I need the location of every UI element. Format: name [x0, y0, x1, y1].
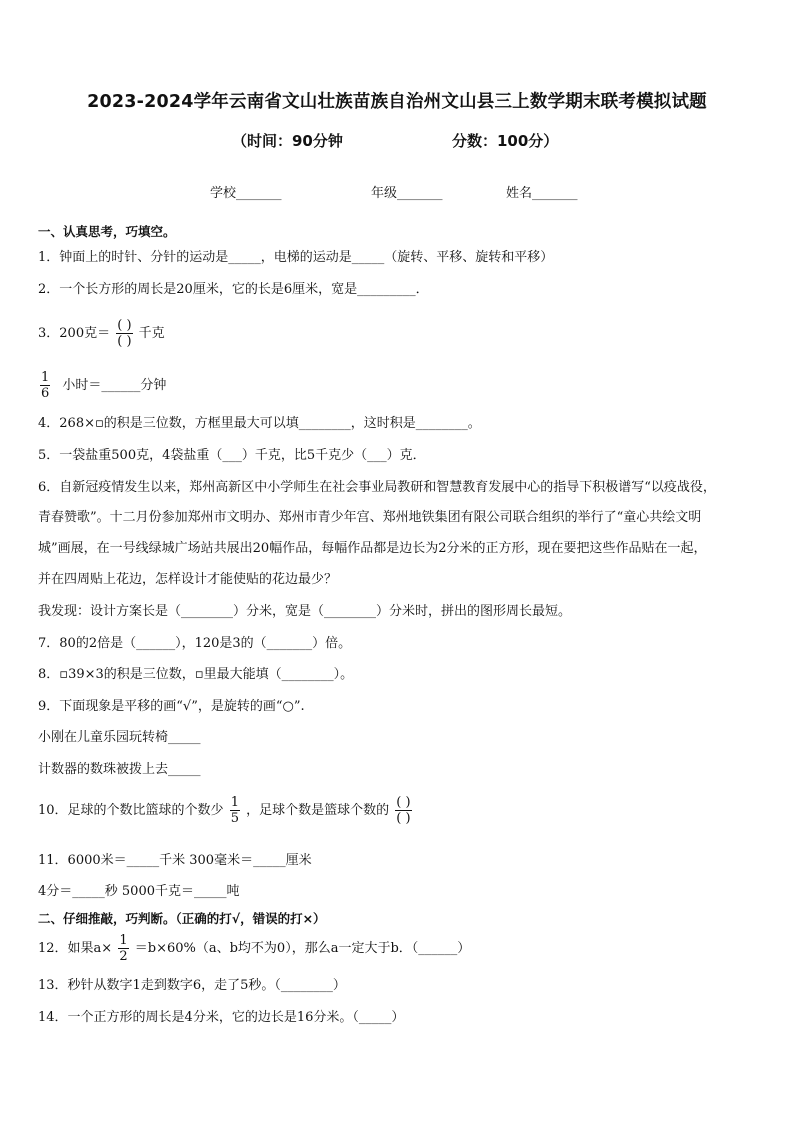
question-7: 7．80的2倍是（______），120是3的（_______）倍。 — [38, 636, 352, 651]
question-9-line-3: 计数器的数珠被拨上去_____ — [38, 762, 201, 777]
question-10-fraction-2 — [395, 795, 411, 826]
exam-score: 分数：100分） — [452, 132, 559, 150]
question-9-line-1: 9．下面现象是平移的画“√”，是旋转的画“○”. — [38, 699, 305, 714]
page-title: 2023-2024学年云南省文山壮族苗族自治州文山县三上数学期末联考模拟试题 — [87, 92, 707, 112]
question-3-fraction — [116, 318, 132, 349]
question-6-line-1: 6．自新冠疫情发生以来，郑州高新区中小学师生在社会事业局教研和智慧教育发展中心的指导下积极谱写“以疫战役， — [38, 480, 716, 495]
question-10 — [38, 795, 414, 826]
section-2-title: 二、仔细推敲，巧判断。（正确的打√，错误的打×） — [38, 911, 326, 926]
fraction-denominator: 5 — [230, 811, 239, 826]
fraction-denominator: 6 — [41, 386, 50, 401]
question-6-line-2: 青春赞歌”。十二月份参加郑州市文明办、郑州市青少年宫、郑州地铁集团有限公司联合组织的举行了“童心共绘文明 — [38, 510, 702, 525]
name-field: 姓名_______ — [506, 186, 578, 201]
question-11-line-2: 4分＝_____秒 5000千克＝_____吨 — [38, 884, 240, 899]
fraction-numerator: 1 — [41, 370, 50, 385]
fraction-numerator: 1 — [119, 933, 128, 948]
question-3 — [38, 318, 165, 349]
question-3-unit: 千克 — [138, 326, 165, 341]
fraction-numerator: ( ) — [396, 795, 411, 810]
question-12-fraction — [118, 933, 128, 964]
question-3b-text: 小时＝______分钟 — [62, 378, 167, 393]
school-field: 学校_______ — [210, 186, 282, 201]
exam-time: （时间：90分钟 — [232, 132, 343, 150]
fraction-numerator: 1 — [230, 795, 239, 810]
section-1-title: 一、认真思考，巧填空。 — [38, 224, 176, 239]
fraction-denominator: 2 — [119, 949, 128, 964]
question-13: 13．秒针从数字1走到数字6，走了5秒。（________） — [38, 978, 346, 993]
question-3-text: 3．200克＝ — [38, 326, 111, 341]
question-1: 1．钟面上的时针、分针的运动是_____，电梯的运动是_____（旋转、平移、旋转和平移） — [38, 250, 554, 265]
question-12 — [38, 933, 470, 964]
question-12-text-2: ＝b×60%（a、b均不为0），那么a一定大于b．（______） — [134, 941, 471, 956]
fraction-numerator: ( ) — [117, 318, 132, 333]
question-6-line-3: 城”画展，在一号线绿城广场站共展出20幅作品，每幅作品都是边长为2分米的正方形，现在要把这些作品贴在一起， — [38, 541, 707, 556]
question-12-text: 12．如果a× — [38, 941, 113, 956]
question-10-text-2: ，足球个数是篮球个数的 — [246, 803, 390, 818]
question-4: 4．268×▫的积是三位数，方框里最大可以填________，这时积是________。 — [38, 416, 481, 431]
fraction-denominator: ( ) — [396, 811, 411, 826]
question-5: 5．一袋盐重500克，4袋盐重（___）千克，比5千克少（___）克． — [38, 448, 426, 463]
question-6-line-5: 我发现：设计方案长是（________）分米，宽是（________）分米时，拼出的图形周长最短。 — [38, 604, 572, 619]
question-8: 8．▫39×3的积是三位数，▫里最大能填（________）。 — [38, 667, 354, 682]
grade-field: 年级_______ — [371, 186, 443, 201]
question-3b — [38, 370, 166, 401]
question-10-fraction-1 — [230, 795, 240, 826]
question-14: 14．一个正方形的周长是4分米，它的边长是16分米。（_____） — [38, 1010, 405, 1025]
question-11-line-1: 11．6000米＝_____千米 300毫米＝_____厘米 — [38, 853, 312, 868]
fraction-denominator: ( ) — [117, 334, 132, 349]
question-10-text: 10．足球的个数比篮球的个数少 — [38, 803, 224, 818]
question-3b-fraction — [40, 370, 50, 401]
question-9-line-2: 小刚在儿童乐园玩转椅_____ — [38, 730, 201, 745]
question-6-line-4: 并在四周贴上花边，怎样设计才能使贴的花边最少？ — [38, 572, 338, 587]
question-2: 2．一个长方形的周长是20厘米，它的长是6厘米，宽是_________． — [38, 282, 429, 297]
